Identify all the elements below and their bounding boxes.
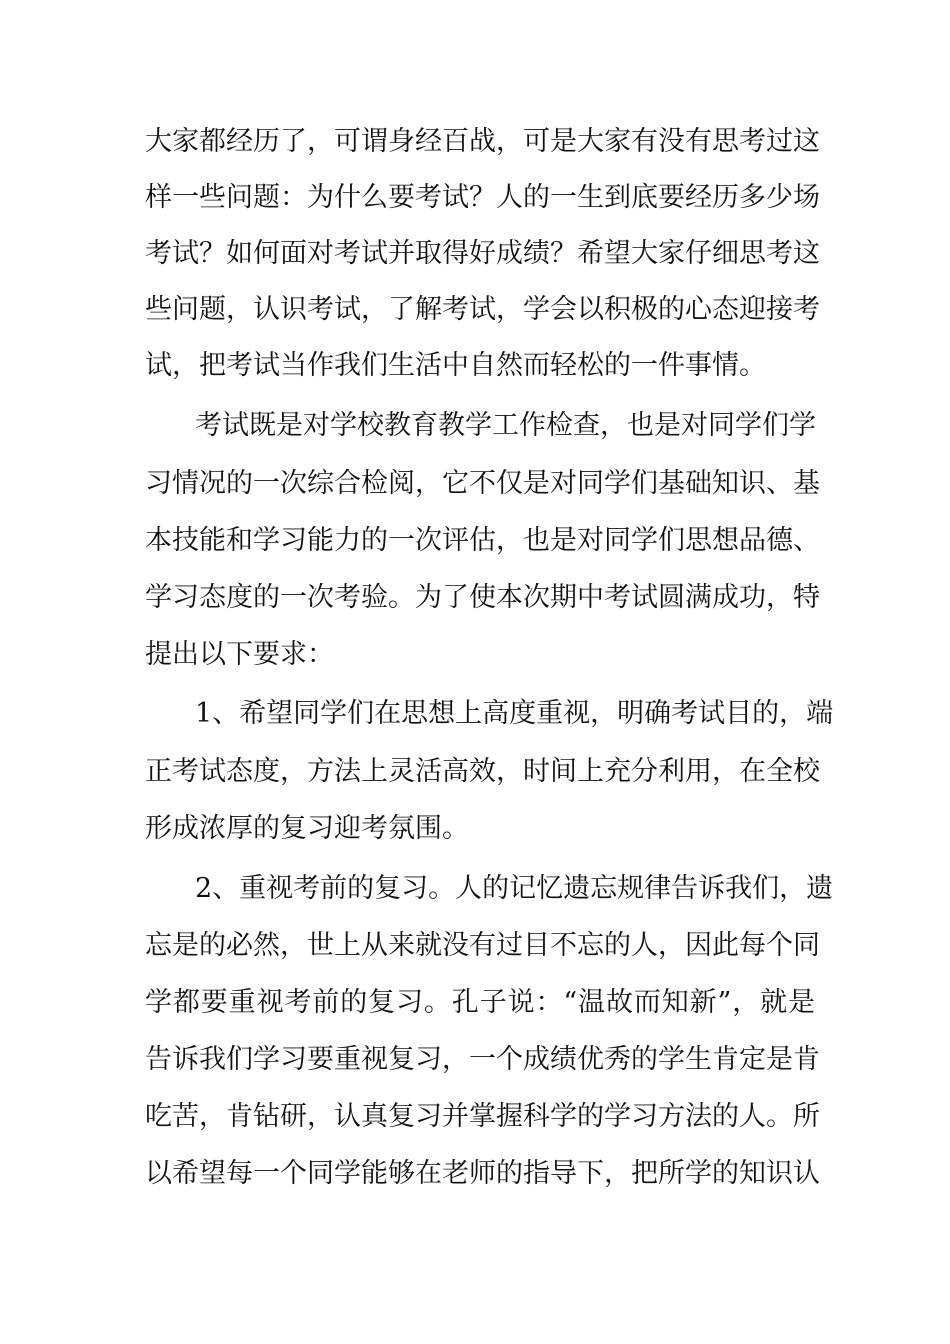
paragraph-line: 以希望每一个同学能够在老师的指导下，把所学的知识认: [145, 1158, 820, 1189]
paragraph-line: 习情况的一次综合检阅，它不仅是对同学们基础知识、基: [145, 468, 820, 499]
paragraph-line: 考试？如何面对考试并取得好成绩？希望大家仔细思考这: [145, 238, 820, 269]
paragraph-line-indented: 2、重视考前的复习。人的记忆遗忘规律告诉我们，遗: [195, 873, 834, 904]
paragraph-line-indented: 考试既是对学校教育教学工作检查，也是对同学们学: [195, 410, 816, 441]
paragraph-line: 吃苦，肯钻研，认真复习并掌握科学的学习方法的人。所: [145, 1101, 820, 1132]
paragraph-line-end: 试，把考试当作我们生活中自然而轻松的一件事情。: [145, 350, 766, 381]
paragraph-line: 大家都经历了，可谓身经百战，可是大家有没有思考过这: [145, 126, 820, 157]
paragraph-line: 忘是的必然，世上从来就没有过目不忘的人，因此每个同: [145, 930, 820, 961]
paragraph-line-indented: 1、希望同学们在思想上高度重视，明确考试目的，端: [195, 698, 834, 729]
paragraph-line: 告诉我们学习要重视复习，一个成绩优秀的学生肯定是肯: [145, 1044, 820, 1075]
paragraph-line-end: 形成浓厚的复习迎考氛围。: [145, 813, 469, 844]
paragraph-line: 正考试态度，方法上灵活高效，时间上充分利用，在全校: [145, 756, 820, 787]
paragraph-line: 些问题，认识考试，了解考试，学会以积极的心态迎接考: [145, 294, 820, 325]
paragraph-line-end: 提出以下要求：: [145, 639, 334, 670]
paragraph-line: 学都要重视考前的复习。孔子说：“温故而知新”，就是: [145, 987, 815, 1018]
paragraph-line: 样一些问题：为什么要考试？人的一生到底要经历多少场: [145, 182, 820, 213]
paragraph-line: 学习态度的一次考验。为了使本次期中考试圆满成功，特: [145, 582, 820, 613]
paragraph-line: 本技能和学习能力的一次评估，也是对同学们思想品德、: [145, 525, 820, 556]
